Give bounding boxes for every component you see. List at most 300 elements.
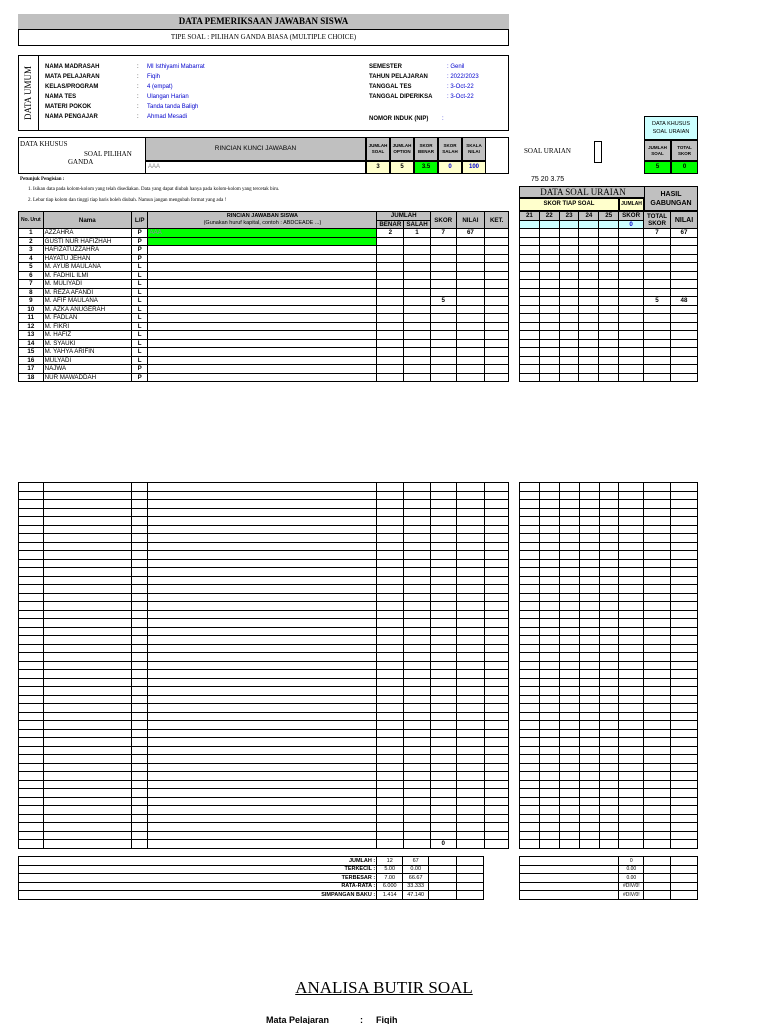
empty-cell[interactable] <box>559 661 579 670</box>
empty-cell[interactable] <box>520 542 540 551</box>
empty-cell[interactable] <box>644 780 671 789</box>
uraian-cell[interactable] <box>559 237 579 246</box>
empty-cell[interactable] <box>520 729 540 738</box>
cell-nama[interactable]: M. REZA AFANDI <box>43 288 131 297</box>
empty-cell[interactable] <box>619 542 644 551</box>
khusus-col-value[interactable]: 3.5 <box>414 161 438 174</box>
empty-cell[interactable] <box>430 780 456 789</box>
cell-jawaban[interactable] <box>148 254 377 263</box>
empty-cell[interactable] <box>148 687 377 696</box>
empty-cell[interactable] <box>644 491 671 500</box>
empty-cell[interactable] <box>377 500 404 509</box>
empty-cell[interactable] <box>644 755 671 764</box>
empty-cell[interactable] <box>148 661 377 670</box>
empty-cell[interactable] <box>430 500 456 509</box>
uraian-cell[interactable] <box>579 297 599 306</box>
empty-cell[interactable] <box>19 525 44 534</box>
empty-cell[interactable] <box>520 551 540 560</box>
khusus-col-value[interactable]: 3 <box>366 161 390 174</box>
empty-cell[interactable] <box>148 797 377 806</box>
empty-cell[interactable] <box>131 687 147 696</box>
empty-cell[interactable] <box>430 789 456 798</box>
empty-cell[interactable] <box>404 704 431 713</box>
cell-lp[interactable]: L <box>131 263 147 272</box>
cell-ket[interactable] <box>485 348 509 357</box>
empty-cell[interactable] <box>539 610 559 619</box>
empty-cell[interactable] <box>559 576 579 585</box>
empty-cell[interactable] <box>43 653 131 662</box>
empty-cell[interactable] <box>404 831 431 840</box>
empty-cell[interactable] <box>456 840 485 849</box>
empty-cell[interactable] <box>131 517 147 526</box>
empty-cell[interactable] <box>520 610 540 619</box>
cell-lp[interactable]: P <box>131 365 147 374</box>
empty-cell[interactable] <box>131 670 147 679</box>
uraian-cell[interactable] <box>559 373 579 382</box>
empty-cell[interactable] <box>539 806 559 815</box>
uraian-cell[interactable] <box>599 280 619 289</box>
uraian-cell[interactable] <box>579 246 599 255</box>
empty-cell[interactable] <box>456 814 485 823</box>
uraian-cell[interactable] <box>579 348 599 357</box>
empty-cell[interactable] <box>148 627 377 636</box>
empty-cell[interactable] <box>131 789 147 798</box>
empty-cell[interactable] <box>619 670 644 679</box>
empty-cell[interactable] <box>579 517 599 526</box>
empty-cell[interactable] <box>539 780 559 789</box>
empty-cell[interactable] <box>456 644 485 653</box>
empty-cell[interactable] <box>43 483 131 492</box>
empty-cell[interactable] <box>131 627 147 636</box>
empty-cell[interactable] <box>539 483 559 492</box>
empty-cell[interactable] <box>19 806 44 815</box>
empty-cell[interactable] <box>485 746 509 755</box>
empty-cell[interactable] <box>148 704 377 713</box>
empty-cell[interactable] <box>644 619 671 628</box>
empty-cell[interactable] <box>404 695 431 704</box>
cell-nama[interactable]: NUR MAWADDAH <box>43 373 131 382</box>
empty-cell[interactable] <box>619 695 644 704</box>
empty-cell[interactable] <box>520 653 540 662</box>
uraian-cell[interactable] <box>599 373 619 382</box>
empty-cell[interactable] <box>539 823 559 832</box>
empty-cell[interactable] <box>599 789 619 798</box>
cell-nama[interactable]: M. YAHYA ARIFIN <box>43 348 131 357</box>
empty-cell[interactable] <box>520 780 540 789</box>
cell-jawaban[interactable] <box>148 246 377 255</box>
empty-cell[interactable] <box>456 508 485 517</box>
empty-cell[interactable] <box>430 712 456 721</box>
cell-nama[interactable]: NAJWA <box>43 365 131 374</box>
empty-cell[interactable] <box>430 534 456 543</box>
empty-cell[interactable] <box>559 797 579 806</box>
empty-cell[interactable] <box>377 823 404 832</box>
empty-cell[interactable] <box>404 780 431 789</box>
empty-cell[interactable] <box>485 687 509 696</box>
empty-cell[interactable] <box>456 517 485 526</box>
uraian-cell[interactable] <box>599 237 619 246</box>
empty-cell[interactable] <box>43 704 131 713</box>
uraian-cell[interactable] <box>539 322 559 331</box>
empty-cell[interactable] <box>644 729 671 738</box>
empty-cell[interactable] <box>148 695 377 704</box>
empty-cell[interactable] <box>485 831 509 840</box>
empty-cell[interactable] <box>404 517 431 526</box>
empty-cell[interactable] <box>644 483 671 492</box>
empty-cell[interactable] <box>430 644 456 653</box>
empty-cell[interactable] <box>43 840 131 849</box>
cell-jawaban[interactable] <box>148 271 377 280</box>
empty-cell[interactable] <box>485 483 509 492</box>
empty-cell[interactable] <box>579 806 599 815</box>
cell-ket[interactable] <box>485 322 509 331</box>
umum-value[interactable]: Tanda tanda Baligh <box>147 104 199 110</box>
empty-cell[interactable] <box>456 687 485 696</box>
empty-cell[interactable] <box>599 500 619 509</box>
empty-cell[interactable] <box>671 627 698 636</box>
empty-cell[interactable] <box>520 789 540 798</box>
empty-cell[interactable] <box>148 636 377 645</box>
uraian-cell[interactable] <box>599 288 619 297</box>
empty-cell[interactable] <box>43 772 131 781</box>
cell-lp[interactable]: L <box>131 314 147 323</box>
uraian-cell[interactable] <box>579 314 599 323</box>
empty-cell[interactable] <box>377 602 404 611</box>
empty-cell[interactable] <box>619 840 644 849</box>
empty-cell[interactable] <box>43 534 131 543</box>
empty-cell[interactable] <box>404 491 431 500</box>
empty-cell[interactable] <box>579 797 599 806</box>
empty-cell[interactable] <box>559 721 579 730</box>
empty-cell[interactable] <box>485 789 509 798</box>
khusus-col-value[interactable]: 0 <box>438 161 462 174</box>
empty-cell[interactable] <box>148 721 377 730</box>
empty-cell[interactable] <box>430 772 456 781</box>
empty-cell[interactable] <box>43 789 131 798</box>
empty-cell[interactable] <box>644 746 671 755</box>
empty-cell[interactable] <box>599 585 619 594</box>
empty-cell[interactable] <box>456 831 485 840</box>
uraian-cell[interactable] <box>520 339 540 348</box>
uraian-cell[interactable] <box>520 331 540 340</box>
empty-cell[interactable] <box>579 840 599 849</box>
cell-lp[interactable]: L <box>131 339 147 348</box>
empty-cell[interactable] <box>377 551 404 560</box>
empty-cell[interactable] <box>539 831 559 840</box>
empty-cell[interactable] <box>19 763 44 772</box>
empty-cell[interactable] <box>559 644 579 653</box>
empty-cell[interactable] <box>579 500 599 509</box>
empty-cell[interactable] <box>539 840 559 849</box>
empty-cell[interactable] <box>619 831 644 840</box>
empty-cell[interactable] <box>520 525 540 534</box>
empty-cell[interactable] <box>539 712 559 721</box>
uraian-cell[interactable] <box>579 322 599 331</box>
empty-cell[interactable] <box>644 525 671 534</box>
empty-cell[interactable] <box>148 831 377 840</box>
empty-cell[interactable] <box>19 508 44 517</box>
empty-cell[interactable] <box>579 831 599 840</box>
empty-cell[interactable] <box>599 534 619 543</box>
empty-cell[interactable] <box>430 491 456 500</box>
empty-cell[interactable] <box>619 491 644 500</box>
empty-cell[interactable] <box>539 585 559 594</box>
cell-ket[interactable] <box>485 314 509 323</box>
empty-cell[interactable] <box>671 576 698 585</box>
uraian-cell[interactable] <box>579 288 599 297</box>
uraian-cell[interactable] <box>559 263 579 272</box>
empty-cell[interactable] <box>485 695 509 704</box>
empty-cell[interactable] <box>619 551 644 560</box>
uraian-cell[interactable] <box>599 365 619 374</box>
empty-cell[interactable] <box>430 746 456 755</box>
empty-cell[interactable] <box>43 797 131 806</box>
empty-cell[interactable] <box>559 712 579 721</box>
empty-cell[interactable] <box>671 619 698 628</box>
empty-cell[interactable] <box>539 508 559 517</box>
umum-value[interactable]: Fiqih <box>147 74 161 80</box>
empty-cell[interactable] <box>148 517 377 526</box>
umum-value[interactable]: Ulangan Harian <box>147 94 189 100</box>
uraian-cell[interactable] <box>520 373 540 382</box>
empty-cell[interactable] <box>430 806 456 815</box>
empty-cell[interactable] <box>430 695 456 704</box>
empty-cell[interactable] <box>404 500 431 509</box>
empty-cell[interactable] <box>599 653 619 662</box>
empty-cell[interactable] <box>671 840 698 849</box>
uraian-cell[interactable] <box>579 331 599 340</box>
cell-ket[interactable] <box>485 297 509 306</box>
empty-cell[interactable] <box>19 602 44 611</box>
uraian-cell[interactable] <box>539 246 559 255</box>
uraian-cell[interactable] <box>599 331 619 340</box>
empty-cell[interactable] <box>430 738 456 747</box>
empty-cell[interactable] <box>599 491 619 500</box>
empty-cell[interactable] <box>579 619 599 628</box>
empty-cell[interactable] <box>377 483 404 492</box>
empty-cell[interactable] <box>131 483 147 492</box>
empty-cell[interactable] <box>131 704 147 713</box>
empty-cell[interactable] <box>619 763 644 772</box>
empty-cell[interactable] <box>539 738 559 747</box>
empty-cell[interactable] <box>579 687 599 696</box>
empty-cell[interactable] <box>148 585 377 594</box>
empty-cell[interactable] <box>579 755 599 764</box>
cell-nama[interactable]: M. SYAUKI <box>43 339 131 348</box>
empty-cell[interactable] <box>19 831 44 840</box>
empty-cell[interactable] <box>671 491 698 500</box>
empty-cell[interactable] <box>43 542 131 551</box>
umum-value[interactable]: Ahmad Mesadi <box>147 114 188 120</box>
empty-cell[interactable] <box>559 483 579 492</box>
cell-jawaban[interactable] <box>148 288 377 297</box>
empty-cell[interactable] <box>485 772 509 781</box>
empty-cell[interactable] <box>671 610 698 619</box>
empty-cell[interactable] <box>19 483 44 492</box>
empty-cell[interactable] <box>377 738 404 747</box>
empty-cell[interactable] <box>559 755 579 764</box>
empty-cell[interactable] <box>430 619 456 628</box>
empty-cell[interactable] <box>377 789 404 798</box>
empty-cell[interactable] <box>19 551 44 560</box>
empty-cell[interactable] <box>559 678 579 687</box>
cell-jawaban[interactable] <box>148 280 377 289</box>
empty-cell[interactable] <box>520 627 540 636</box>
cell-jawaban[interactable] <box>148 348 377 357</box>
uraian-cell[interactable] <box>520 314 540 323</box>
empty-cell[interactable] <box>619 508 644 517</box>
cell-ket[interactable] <box>485 229 509 238</box>
empty-cell[interactable] <box>520 712 540 721</box>
empty-cell[interactable] <box>599 627 619 636</box>
empty-cell[interactable] <box>559 568 579 577</box>
empty-cell[interactable] <box>377 576 404 585</box>
empty-cell[interactable] <box>559 517 579 526</box>
empty-cell[interactable] <box>19 695 44 704</box>
empty-cell[interactable] <box>148 568 377 577</box>
empty-cell[interactable] <box>539 704 559 713</box>
empty-cell[interactable] <box>456 738 485 747</box>
empty-cell[interactable] <box>579 627 599 636</box>
empty-cell[interactable] <box>131 772 147 781</box>
empty-cell[interactable] <box>404 525 431 534</box>
empty-cell[interactable] <box>19 593 44 602</box>
uraian-cell[interactable] <box>520 356 540 365</box>
empty-cell[interactable] <box>599 712 619 721</box>
empty-cell[interactable] <box>430 763 456 772</box>
empty-cell[interactable] <box>671 772 698 781</box>
empty-cell[interactable] <box>619 610 644 619</box>
uraian-cell[interactable] <box>599 229 619 238</box>
empty-cell[interactable] <box>131 840 147 849</box>
empty-cell[interactable] <box>131 500 147 509</box>
empty-cell[interactable] <box>559 627 579 636</box>
empty-cell[interactable] <box>619 627 644 636</box>
empty-cell[interactable] <box>559 780 579 789</box>
empty-cell[interactable] <box>644 644 671 653</box>
empty-cell[interactable] <box>19 644 44 653</box>
empty-cell[interactable] <box>559 814 579 823</box>
empty-cell[interactable] <box>131 797 147 806</box>
empty-cell[interactable] <box>430 661 456 670</box>
empty-cell[interactable] <box>43 729 131 738</box>
uraian-cell[interactable] <box>599 305 619 314</box>
empty-cell[interactable] <box>148 729 377 738</box>
empty-cell[interactable] <box>148 780 377 789</box>
empty-cell[interactable] <box>456 678 485 687</box>
empty-cell[interactable] <box>456 729 485 738</box>
empty-cell[interactable] <box>19 840 44 849</box>
empty-cell[interactable] <box>456 534 485 543</box>
empty-cell[interactable] <box>456 627 485 636</box>
empty-cell[interactable] <box>599 755 619 764</box>
empty-cell[interactable] <box>131 738 147 747</box>
empty-cell[interactable] <box>671 585 698 594</box>
empty-cell[interactable] <box>43 695 131 704</box>
empty-cell[interactable] <box>404 797 431 806</box>
empty-cell[interactable] <box>377 610 404 619</box>
empty-cell[interactable] <box>644 831 671 840</box>
empty-cell[interactable] <box>485 517 509 526</box>
empty-cell[interactable] <box>131 559 147 568</box>
empty-cell[interactable] <box>148 670 377 679</box>
empty-cell[interactable] <box>559 831 579 840</box>
empty-cell[interactable] <box>671 780 698 789</box>
empty-cell[interactable] <box>520 534 540 543</box>
uraian-cell[interactable] <box>559 288 579 297</box>
empty-cell[interactable] <box>644 551 671 560</box>
cell-lp[interactable]: L <box>131 280 147 289</box>
cell-jawaban[interactable] <box>148 356 377 365</box>
empty-cell[interactable] <box>520 738 540 747</box>
empty-cell[interactable] <box>671 508 698 517</box>
empty-cell[interactable] <box>377 704 404 713</box>
empty-cell[interactable] <box>43 755 131 764</box>
empty-cell[interactable] <box>559 670 579 679</box>
empty-cell[interactable] <box>43 627 131 636</box>
empty-cell[interactable] <box>430 670 456 679</box>
empty-cell[interactable] <box>404 602 431 611</box>
empty-cell[interactable] <box>456 755 485 764</box>
empty-cell[interactable] <box>131 729 147 738</box>
empty-cell[interactable] <box>539 678 559 687</box>
empty-cell[interactable] <box>148 772 377 781</box>
empty-cell[interactable] <box>485 653 509 662</box>
empty-cell[interactable] <box>19 500 44 509</box>
empty-cell[interactable] <box>539 534 559 543</box>
empty-cell[interactable] <box>404 823 431 832</box>
empty-cell[interactable] <box>619 721 644 730</box>
empty-cell[interactable] <box>485 508 509 517</box>
empty-cell[interactable] <box>377 534 404 543</box>
empty-cell[interactable] <box>619 576 644 585</box>
empty-cell[interactable] <box>456 551 485 560</box>
empty-cell[interactable] <box>43 559 131 568</box>
empty-cell[interactable] <box>559 704 579 713</box>
empty-cell[interactable] <box>485 755 509 764</box>
uraian-cell[interactable] <box>579 237 599 246</box>
uraian-cell[interactable] <box>539 297 559 306</box>
empty-cell[interactable] <box>599 772 619 781</box>
empty-cell[interactable] <box>43 636 131 645</box>
umum-value[interactable]: : Genil <box>447 64 465 70</box>
empty-cell[interactable] <box>671 831 698 840</box>
uraian-cell[interactable] <box>559 229 579 238</box>
empty-cell[interactable] <box>520 644 540 653</box>
uraian-cell[interactable] <box>539 271 559 280</box>
cell-nama[interactable]: M. AZKA ANUGERAH <box>43 305 131 314</box>
cell-nama[interactable]: M. FADHIL ILMI <box>43 271 131 280</box>
empty-cell[interactable] <box>19 542 44 551</box>
empty-cell[interactable] <box>43 712 131 721</box>
empty-cell[interactable] <box>404 763 431 772</box>
empty-cell[interactable] <box>619 636 644 645</box>
empty-cell[interactable] <box>671 763 698 772</box>
empty-cell[interactable] <box>148 789 377 798</box>
empty-cell[interactable] <box>131 636 147 645</box>
uraian-cell[interactable] <box>579 373 599 382</box>
empty-cell[interactable] <box>43 525 131 534</box>
empty-cell[interactable] <box>430 823 456 832</box>
empty-cell[interactable] <box>671 534 698 543</box>
empty-cell[interactable] <box>520 559 540 568</box>
empty-cell[interactable] <box>19 721 44 730</box>
uraian-cell[interactable] <box>539 356 559 365</box>
uraian-cell[interactable] <box>520 220 540 229</box>
empty-cell[interactable] <box>671 721 698 730</box>
uraian-cell[interactable] <box>520 348 540 357</box>
empty-cell[interactable] <box>43 491 131 500</box>
